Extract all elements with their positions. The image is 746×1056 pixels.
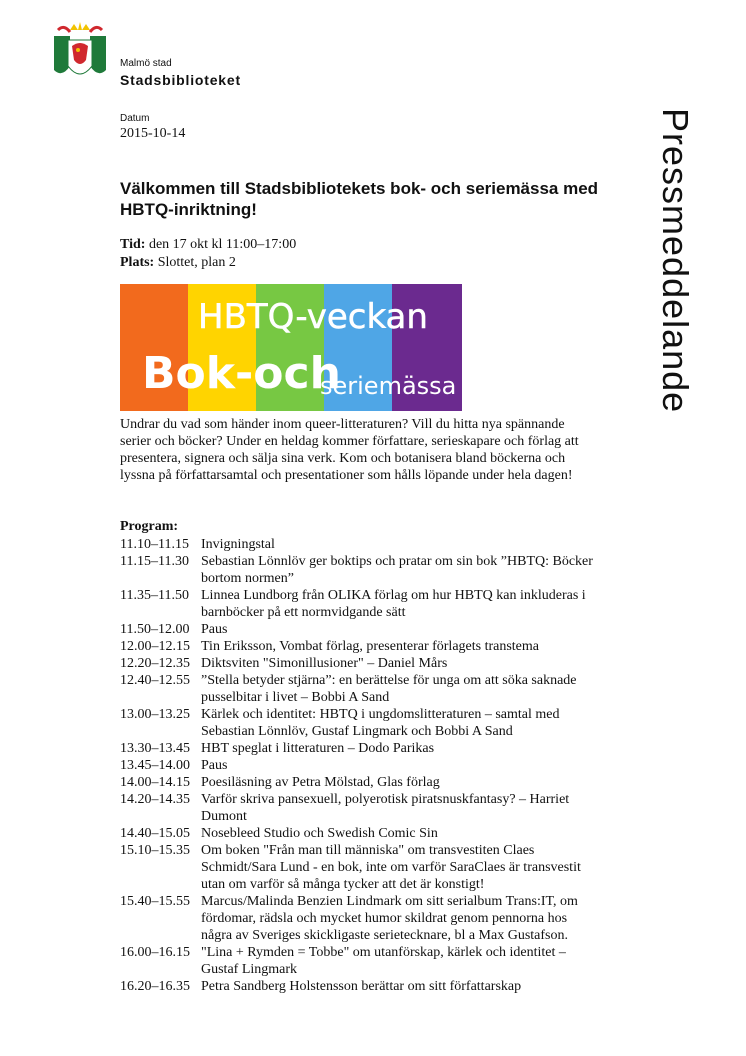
program-item-time: 13.45–14.00 xyxy=(120,758,190,773)
program-item-description: HBT speglat i litteraturen – Dodo Parikas xyxy=(201,741,435,756)
program-item xyxy=(120,672,600,706)
program-item-time: 11.35–11.50 xyxy=(120,588,189,603)
vertical-label-press: Press xyxy=(655,108,696,206)
program-item-time: 12.40–12.55 xyxy=(120,673,190,688)
program-item-description: "Lina + Rymden = Tobbe" om utanförskap, kärlek och identitet – Gustaf Lingmark xyxy=(201,945,566,977)
program-item xyxy=(120,638,600,655)
program-item-time: 16.20–16.35 xyxy=(120,979,190,994)
program-item xyxy=(120,621,600,638)
program-item-time: 15.40–15.55 xyxy=(120,894,190,909)
organization-name: Malmö stad xyxy=(120,58,172,69)
program-item xyxy=(120,978,600,995)
program-item xyxy=(120,842,600,893)
program-item-time: 11.15–11.30 xyxy=(120,554,189,569)
program-item-description: Om boken "Från man till människa" om transvestiten Claes Schmidt/Sara Lund - en bok, inte om varför SaraClaes är transvestit utan om varför så många tycker att det är konstigt! xyxy=(201,843,581,892)
pressmeddelande-vertical-label xyxy=(655,108,696,414)
program-item-description: Nosebleed Studio och Swedish Comic Sin xyxy=(201,826,438,841)
program-item-description: Varför skriva pansexuell, polyerotisk piratsnuskfantasy? – Harriet Dumont xyxy=(201,792,570,824)
place-label: Plats: xyxy=(120,255,155,270)
program-item-time: 12.20–12.35 xyxy=(120,656,190,671)
program-item xyxy=(120,944,600,978)
program-item-description: Tin Eriksson, Vombat förlag, presenterar förlagets transtema xyxy=(201,639,540,654)
time-line xyxy=(120,236,296,254)
program-item xyxy=(120,791,600,825)
program-item xyxy=(120,655,600,672)
date-label: Datum xyxy=(120,113,150,124)
hbtq-rainbow-banner xyxy=(120,284,462,411)
program-item-description: Kärlek och identitet: HBTQ i ungdomslitteraturen – samtal med Sebastian Lönnlöv, Gustaf Lingmark och Bobbi A Sand xyxy=(201,707,560,739)
program-item-description: Poesiläsning av Petra Mölstad, Glas förlag xyxy=(201,775,440,790)
banner-line2a: Bok-och xyxy=(142,348,341,399)
program-item xyxy=(120,706,600,740)
place-value: Slottet, plan 2 xyxy=(157,255,236,270)
program-item xyxy=(120,774,600,791)
program-item xyxy=(120,587,600,621)
program-item xyxy=(120,757,600,774)
program-list xyxy=(120,536,600,995)
department-name: Stadsbiblioteket xyxy=(120,72,241,88)
program-item-time: 14.40–15.05 xyxy=(120,826,190,841)
event-info xyxy=(120,236,296,272)
intro-paragraph: Undrar du vad som händer inom queer-litteraturen? Vill du hitta nya spännande serier och böcker? Under en heldag kommer författare, serieskapare och förlag att presentera, signera och sälja sina verk. Kom och botanisera bland böckerna och lyssna på författarsamtal och presentationer som hålls löpande under hela dagen! xyxy=(120,417,579,483)
program-item-description: Marcus/Malinda Benzien Lindmark om sitt serialbum Trans:IT, om fördomar, rädsla och mycket humor skildrat genom pennorna hos några av Sveriges skickligaste serietecknare, bl a Max Gustafson. xyxy=(201,894,578,943)
program-item-time: 13.30–13.45 xyxy=(120,741,190,756)
program-item-description: ”Stella betyder stjärna”: en berättelse för unga om att söka saknade pusselbitar i livet – Bobbi A Sand xyxy=(201,673,577,705)
program-item-time: 11.50–12.00 xyxy=(120,622,190,637)
program-item-description: Sebastian Lönnlöv ger boktips och pratar om sin bok ”HBTQ: Böcker bortom normen” xyxy=(201,554,593,586)
program-item-time: 11.10–11.15 xyxy=(120,537,189,552)
program-item-description: Paus xyxy=(201,622,228,637)
program-heading: Program: xyxy=(120,519,179,534)
vertical-label-meddelande: meddelande xyxy=(655,205,696,414)
page-title: Välkommen till Stadsbibliotekets bok- och seriemässa med HBTQ-inriktning! xyxy=(120,179,599,219)
program-item-time: 15.10–15.35 xyxy=(120,843,190,858)
malmo-coat-of-arms-logo xyxy=(52,20,108,84)
banner-line2b: seriemässa xyxy=(320,372,457,400)
time-label: Tid: xyxy=(120,237,146,252)
program-item xyxy=(120,893,600,944)
program-item-description: Linnea Lundborg från OLIKA förlag om hur HBTQ kan inkluderas i barnböcker på ett normvidgande sätt xyxy=(201,588,586,620)
program-item-time: 13.00–13.25 xyxy=(120,707,190,722)
program-item-time: 12.00–12.15 xyxy=(120,639,190,654)
program-item xyxy=(120,553,600,587)
program-item-description: Invigningstal xyxy=(201,537,275,552)
banner-line1: HBTQ-veckan xyxy=(198,297,428,337)
program-item-description: Diktsviten "Simonillusioner" – Daniel Mårs xyxy=(201,656,448,671)
program-item-description: Petra Sandberg Holstensson berättar om sitt författarskap xyxy=(201,979,522,994)
program-item-description: Paus xyxy=(201,758,228,773)
date-value: 2015-10-14 xyxy=(120,126,186,141)
program-item-time: 14.00–14.15 xyxy=(120,775,190,790)
time-value: den 17 okt kl 11:00–17:00 xyxy=(148,237,297,252)
program-item-time: 16.00–16.15 xyxy=(120,945,190,960)
program-item xyxy=(120,536,600,553)
place-line xyxy=(120,254,296,272)
program-item-time: 14.20–14.35 xyxy=(120,792,190,807)
program-item xyxy=(120,740,600,757)
program-item xyxy=(120,825,600,842)
